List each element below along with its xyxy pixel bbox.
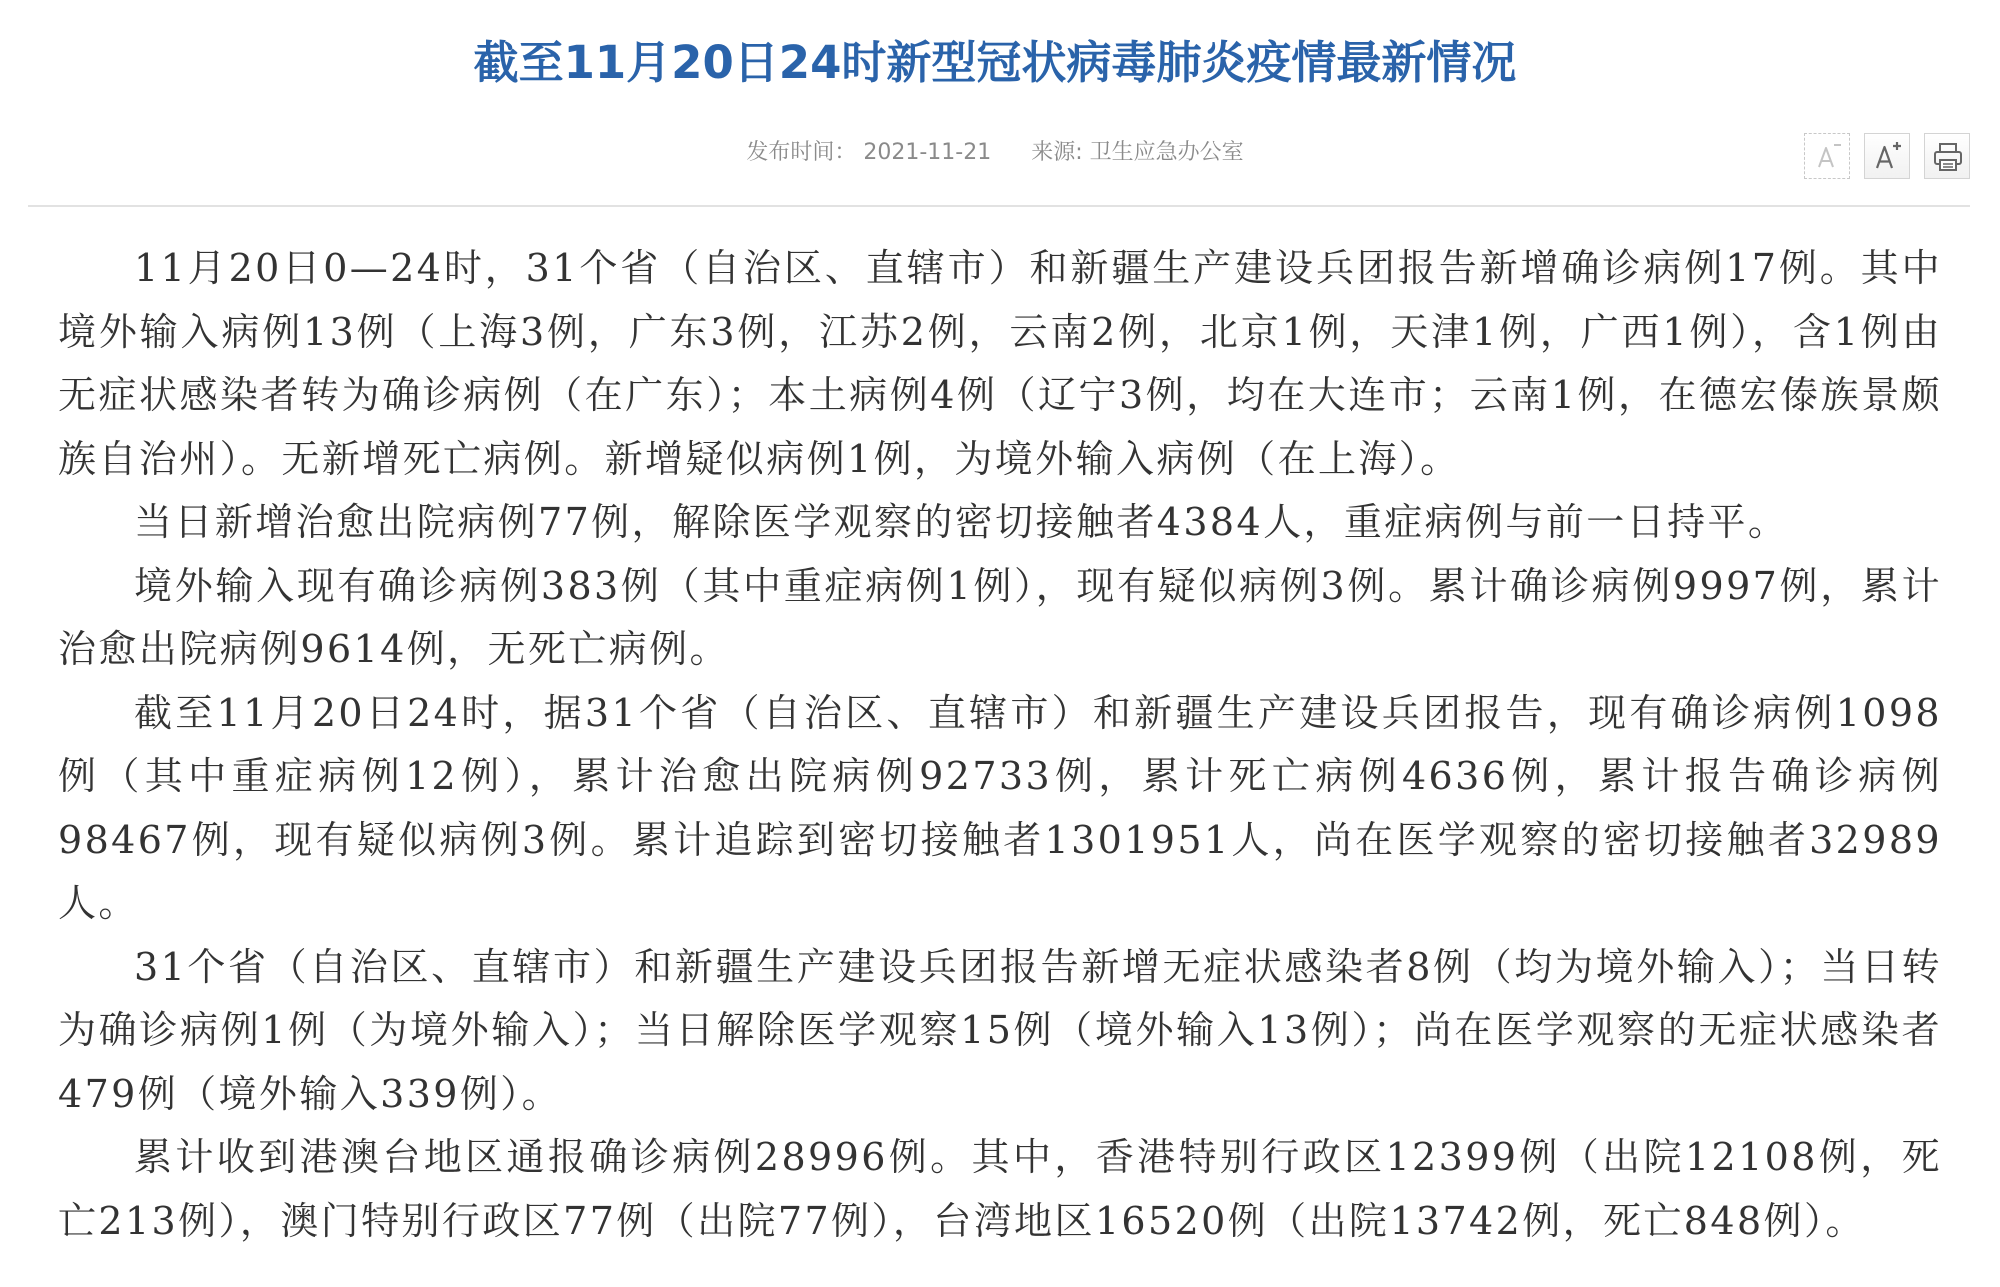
font-increase-button[interactable] (1864, 133, 1910, 179)
article-toolbar (1804, 133, 1970, 181)
source-label: 来源: (1031, 140, 1083, 165)
publish-date: 2021-11-21 (863, 140, 992, 165)
print-button[interactable] (1924, 133, 1970, 179)
paragraph-asymptomatic: 31个省（自治区、直辖市）和新疆生产建设兵团报告新增无症状感染者8例（均为境外输入）；当日转为确诊病例1例（为境外输入）；当日解除医学观察15例（境外输入13例）；尚在医学观察的无症状感染者479例（境外输入339例）。 (58, 944, 1942, 1116)
paragraph-recoveries: 当日新增治愈出院病例77例，解除医学观察的密切接触者4384人，重症病例与前一日持平。 (134, 500, 1789, 544)
font-decrease-icon (1805, 134, 1851, 180)
article-title: 截至11月20日24时新型冠状病毒肺炎疫情最新情况 (473, 36, 1517, 89)
font-decrease-button[interactable] (1804, 133, 1850, 179)
paragraph-imported-cases: 境外输入现有确诊病例383例（其中重症病例1例），现有疑似病例3例。累计确诊病例9997例，累计治愈出院病例9614例，无死亡病例。 (58, 563, 1942, 671)
publish-time-label: 发布时间： (746, 140, 857, 165)
font-increase-icon (1865, 134, 1911, 180)
paragraph-hk-macao-taiwan: 累计收到港澳台地区通报确诊病例28996例。其中，香港特别行政区12399例（出院12108例，死亡213例），澳门特别行政区77例（出院77例），台湾地区16520例（出院13742例，死亡848例）。 (58, 1135, 1942, 1243)
paragraph-new-cases: 11月20日0—24时，31个省（自治区、直辖市）和新疆生产建设兵团报告新增确诊病例17例。其中境外输入病例13例（上海3例，广东3例，江苏2例，云南2例，北京1例，天津1例，广西1例），含1例由无症状感染者转为确诊病例（在广东）；本土病例4例（辽宁3例，均在大连市；云南1例，在德宏傣族景颇族自治州）。无新增死亡病例。新增疑似病例1例，为境外输入病例（在上海）。 (58, 246, 1942, 481)
paragraph-cumulative-totals: 截至11月20日24时，据31个省（自治区、直辖市）和新疆生产建设兵团报告，现有确诊病例1098例（其中重症病例12例），累计治愈出院病例92733例，累计死亡病例4636例，累计报告确诊病例98467例，现有疑似病例3例。累计追踪到密切接触者1301951人，尚在医学观察的密切接触者32989人。 (58, 690, 1942, 925)
source-name: 卫生应急办公室 (1089, 140, 1244, 165)
print-icon (1925, 134, 1971, 180)
article-body (58, 237, 1942, 1253)
header-divider (28, 205, 1970, 207)
article-meta (0, 135, 1990, 171)
